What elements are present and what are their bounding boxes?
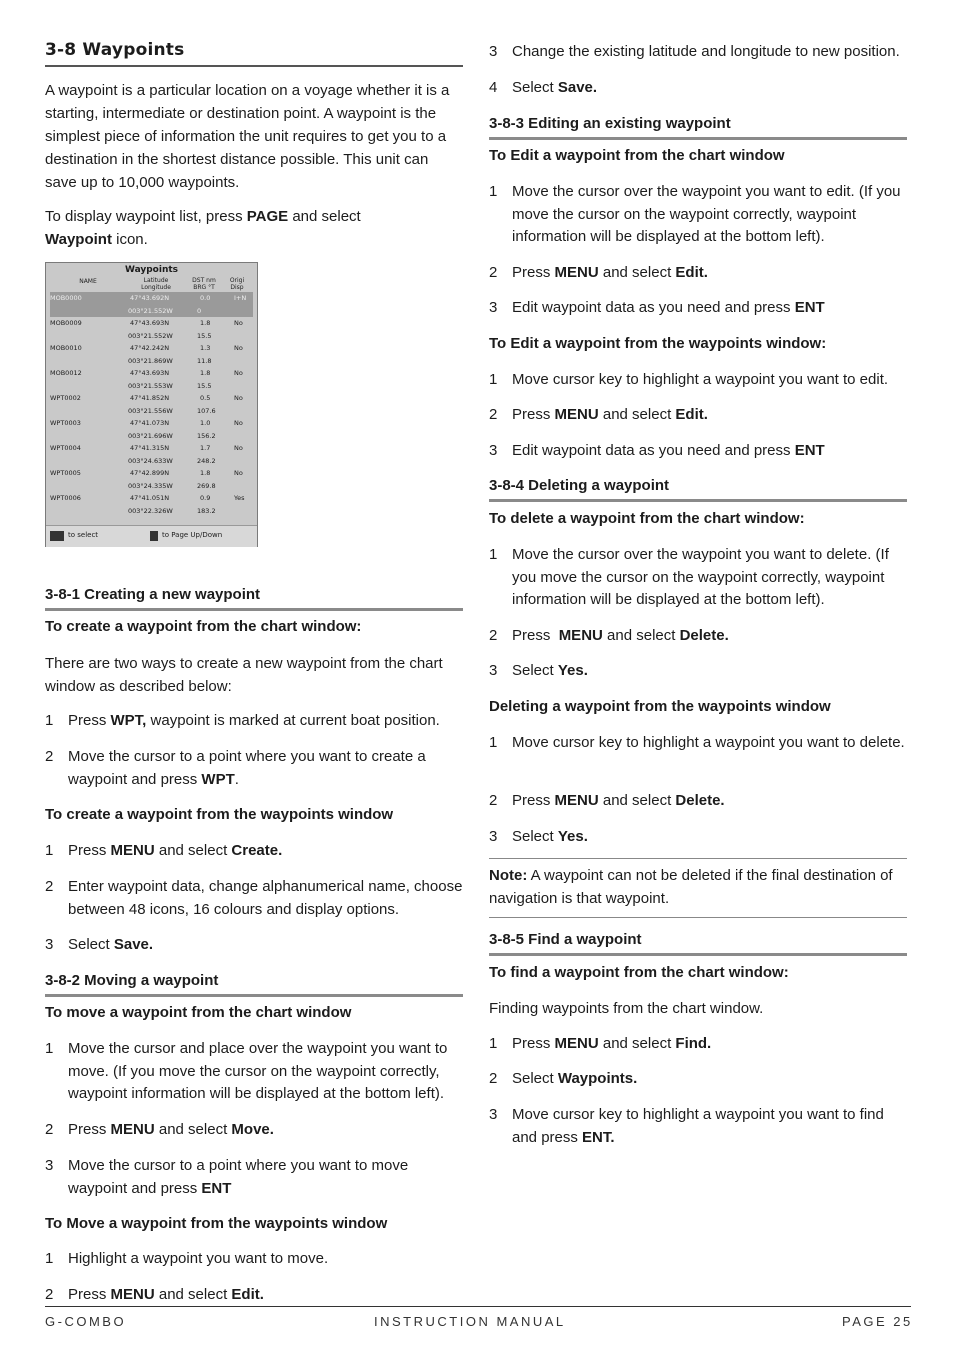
item-number: 2 [489,406,498,423]
s2-c3-key: ENT [201,1179,232,1197]
table-row [50,292,253,305]
item-number: 1 [489,183,498,200]
footer-product: G-COMBO [45,1314,127,1329]
wp-brg: 11.8 [197,356,212,365]
wp-lat: 47°43.693N [130,369,170,377]
wp-brg: 0 [197,306,202,315]
item-number: 3 [45,936,54,953]
wp-name: MOB0010 [50,344,82,352]
col-latlon [126,277,186,291]
s2-l2-mid: and select [154,1286,232,1303]
wp-disp: No [234,469,243,477]
section-3-8-5-title: 3-8-5 Find a waypoint [489,930,907,956]
section-3-8-1-title: 3-8-1 Creating a new waypoint [45,585,463,611]
s3-c2-pre: Press [512,264,555,281]
table-row [50,355,253,368]
item-number: 3 [489,299,498,316]
col-name: NAME [79,278,97,285]
s1-l1-key: MENU [110,842,155,859]
table-row [50,392,253,405]
s3-c3-key: ENT [794,299,825,316]
s4-c2-mid: and select [602,627,680,644]
wp-name: MOB0009 [50,319,82,327]
list-item [45,1119,463,1142]
table-row [50,317,253,330]
table-row [50,505,253,518]
table-row [50,492,253,505]
table-row [50,455,253,468]
s2-l1-text: Highlight a waypoint you want to move. [68,1250,329,1267]
item-number: 2 [45,1286,54,1303]
table-row [50,342,253,355]
list-item [45,1155,463,1200]
s1-l3-option: Save. [113,936,154,953]
s2-l2-key: MENU [110,1286,155,1303]
wp-lon: 003°21.696W [128,431,173,440]
list-item [489,369,907,392]
display-instruction [45,205,463,251]
list-item [489,732,907,755]
display-pre: To display waypoint list, press [45,208,247,225]
list-item [489,544,907,612]
s2-c2-pre: Press [68,1121,111,1138]
list-item [489,77,907,100]
item-number: 3 [489,442,498,459]
wp-dst: 0.9 [200,494,211,502]
section-3-8-2-title: 3-8-2 Moving a waypoint [45,971,463,997]
wp-lat: 47°42.242N [130,344,170,352]
item-number: 2 [489,264,498,281]
list-item [45,710,463,733]
table-row [50,305,253,318]
note-label: Note: [489,867,528,884]
list-item [489,1104,907,1149]
s2-l4-pre: Select [512,79,558,96]
wp-name: MOB0000 [50,294,82,302]
wp-brg: 183.2 [197,506,216,515]
s3-l2-mid: and select [598,406,676,423]
list-item [489,790,907,813]
wp-brg: 15.5 [197,331,212,340]
list-item [489,1033,907,1056]
wp-name: WPT0005 [50,469,81,477]
s4-c3-pre: Select [512,662,558,679]
s3-c2-key: MENU [554,264,599,281]
s2-chart-head: To move a waypoint from the chart window [45,1004,352,1021]
list-item [489,181,907,249]
s5-chart-head: To find a waypoint from the chart window: [489,964,789,981]
list-item [45,1038,463,1106]
list-item [489,826,907,849]
wp-brg: 269.8 [197,481,216,490]
col-dstbrg [184,277,224,291]
list-item [45,840,463,863]
s3-c2-mid: and select [598,264,676,281]
wp-disp: No [234,444,243,452]
item-number: 4 [489,79,498,96]
s3-l2-pre: Press [512,406,555,423]
wp-brg: 15.5 [197,381,212,390]
section-3-8-3-title: 3-8-3 Editing an existing waypoint [489,114,907,140]
s2-c2-mid: and select [154,1121,232,1138]
s5-c3-pre: Move cursor key to highlight a waypoint you want to find and press [512,1106,884,1146]
item-number: 3 [489,43,498,60]
item-number: 1 [489,371,498,388]
display-post: icon. [111,231,148,248]
item-number: 2 [45,748,54,765]
list-item [489,297,907,320]
list-item [489,1068,907,1091]
wp-name: WPT0006 [50,494,81,502]
wp-dst: 1.0 [200,419,211,427]
s3-c1-text: Move the cursor over the waypoint you want to edit. (If you move the cursor on the waypoint correctly, waypoint information will be displayed at the bottom left). [512,183,901,245]
wp-brg: 107.6 [197,406,216,415]
waypoints-screen-image [45,262,258,547]
footer-divider [45,1306,911,1307]
wp-disp: Yes [234,494,245,502]
s4-c3-option: Yes. [557,662,588,679]
col-disp: Disp [230,284,244,291]
s3-c2-option: Edit. [675,264,708,281]
wp-lon: 003°21.869W [128,356,173,365]
list-item [489,625,907,648]
s2-l2-option: Edit. [231,1286,264,1303]
s4-c2-key: MENU [558,627,603,644]
s3-l2-key: MENU [554,406,599,423]
waypoint-table [50,292,253,517]
note-box [489,858,907,918]
s1-chart-head: To create a waypoint from the chart window: [45,618,362,635]
wp-lat: 47°41.315N [130,444,170,452]
col-dst: DST nm [192,277,216,284]
list-item [45,876,463,921]
foot-left: to select [68,531,99,539]
s2-c3-pre: Move the cursor to a point where you want to move waypoint and press [68,1157,409,1197]
wp-name: WPT0003 [50,419,81,427]
wp-lat: 47°41.051N [130,494,170,502]
table-row [50,480,253,493]
wp-brg: 248.2 [197,456,216,465]
screen-footer [46,525,257,547]
s2-c2-key: MENU [110,1121,155,1138]
wp-dst: 1.8 [200,469,211,477]
wp-disp: No [234,394,243,402]
footer-page: PAGE 25 [842,1314,913,1329]
list-item [45,934,463,957]
col-lon: Longitude [141,284,171,291]
waypoint-icon-label: Waypoint [45,231,112,248]
wp-lon: 003°21.552W [128,306,173,315]
wp-lon: 003°21.553W [128,381,173,390]
s1-l3-pre: Select [68,936,114,953]
wp-lon: 003°24.335W [128,481,173,490]
wp-disp: I+N [234,294,247,302]
item-number: 1 [45,1250,54,1267]
s1-chart-intro: There are two ways to create a new waypoint from the chart window as described below: [45,655,443,695]
footer-manual: INSTRUCTION MANUAL [374,1314,566,1329]
foot-right: to Page Up/Down [162,531,223,539]
s2-l2-pre: Press [68,1286,111,1303]
wp-dst: 0.5 [200,394,211,402]
wp-disp: No [234,369,243,377]
wp-disp: No [234,344,243,352]
s5-c2-pre: Select [512,1070,558,1087]
col-lat: Latitude [143,277,169,284]
table-row [50,405,253,418]
wp-lon: 003°22.326W [128,506,173,515]
item-number: 1 [45,842,54,859]
s5-c1-option: Find. [675,1035,712,1052]
s5-c1-key: MENU [554,1035,599,1052]
wp-lon: 003°24.633W [128,456,173,465]
item-number: 3 [45,1157,54,1174]
item-number: 3 [489,1106,498,1123]
s3-l3-pre: Edit waypoint data as you need and press [512,442,795,459]
wp-name: WPT0004 [50,444,81,452]
s5-c2-option: Waypoints. [557,1070,638,1087]
item-number: 2 [489,627,498,644]
list-item [489,660,907,683]
item-number: 1 [489,1035,498,1052]
s3-l3-key: ENT [794,442,825,459]
wp-lon: 003°21.556W [128,406,173,415]
table-row [50,417,253,430]
s4-l2-option: Delete. [675,792,725,809]
item-number: 1 [489,734,498,751]
wp-lat: 47°43.693N [130,319,170,327]
col-origdisp [224,277,250,291]
page-key-icon [150,531,158,541]
list-item [45,1284,463,1307]
s4-c2-pre: Press [512,627,559,644]
s4-c1-text: Move the cursor over the waypoint you want to delete. (If you move the cursor on the waypoint correctly, waypoint information will be displayed at the bottom left). [512,546,889,608]
wp-lat: 47°43.692N [130,294,170,302]
wp-brg: 156.2 [197,431,216,440]
s5-intro: Finding waypoints from the chart window. [489,1000,764,1017]
wp-name: WPT0002 [50,394,81,402]
wp-dst: 1.8 [200,319,211,327]
s2-list-head: To Move a waypoint from the waypoints window [45,1215,388,1232]
wp-lon: 003°21.552W [128,331,173,340]
s4-l2-mid: and select [598,792,676,809]
display-mid: and select [288,208,361,225]
s4-l3-option: Yes. [557,828,588,845]
list-item [45,746,463,791]
intro-paragraph: A waypoint is a particular location on a voyage whether it is a starting, intermediate or destination point. A waypoint is the simplest piece of information the unit requires to get you to a destination in the shortest distance possible. This unit can save up to 10,000 waypoints. [45,82,450,191]
wp-name: MOB0012 [50,369,82,377]
s3-l1-text: Move cursor key to highlight a waypoint you want to edit. [512,371,889,388]
wp-disp: No [234,319,243,327]
s1-l1-mid: and select [154,842,232,859]
s3-chart-head: To Edit a waypoint from the chart window [489,147,785,164]
section-3-8-4-title: 3-8-4 Deleting a waypoint [489,476,907,502]
s1-c2-pre: Move the cursor to a point where you want to create a waypoint and press [68,748,426,788]
wp-dst: 1.3 [200,344,211,352]
list-item [489,262,907,285]
s1-c1-key: WPT, [110,712,147,729]
s4-l2-key: MENU [554,792,599,809]
screen-title: Waypoints [124,265,179,275]
s4-l2-pre: Press [512,792,555,809]
s2-l4-option: Save. [557,79,598,96]
wp-dst: 1.7 [200,444,211,452]
col-orig: Origi [229,277,245,284]
note-text: A waypoint can not be deleted if the final destination of navigation is that waypoint. [489,867,893,907]
table-row [50,442,253,455]
item-number: 1 [45,1040,54,1057]
page-key: PAGE [246,208,289,225]
list-item [489,440,907,463]
item-number: 2 [45,878,54,895]
list-item [489,41,907,64]
s1-list-head: To create a waypoint from the waypoints window [45,806,394,823]
col-brg: BRG °T [193,284,215,291]
s1-l1-pre: Press [68,842,111,859]
s4-l1-text: Move cursor key to highlight a waypoint you want to delete. [512,734,905,751]
s1-c1-post: waypoint is marked at current boat position. [146,712,440,729]
wp-dst: 0.0 [200,294,211,302]
s4-list-head: Deleting a waypoint from the waypoints window [489,698,831,715]
s4-chart-head: To delete a waypoint from the chart window: [489,510,805,527]
s3-l2-option: Edit. [675,406,708,423]
s2-c2-option: Move. [231,1121,274,1138]
s5-c1-pre: Press [512,1035,555,1052]
wp-dst: 1.8 [200,369,211,377]
wp-lat: 47°41.852N [130,394,170,402]
s5-c1-mid: and select [598,1035,676,1052]
item-number: 3 [489,662,498,679]
s3-c3-pre: Edit waypoint data as you need and press [512,299,795,316]
table-row [50,380,253,393]
s2-c1-text: Move the cursor and place over the waypoint you want to move. (If you move the cursor on the waypoint correctly, waypoint information will be displayed at the bottom left). [68,1040,448,1102]
list-item [489,404,907,427]
item-number: 2 [489,1070,498,1087]
table-row [50,330,253,343]
page-title: 3-8 Waypoints [45,40,463,67]
select-key-icon [50,531,64,541]
item-number: 3 [489,828,498,845]
s1-c2-post: . [234,770,239,788]
list-item [45,1248,463,1271]
s1-l1-option: Create. [231,842,283,859]
s1-l2-text: Enter waypoint data, change alphanumerical name, choose between 48 icons, 16 colours and display options. [68,878,463,918]
item-number: 2 [489,792,498,809]
table-row [50,467,253,480]
table-row [50,367,253,380]
item-number: 1 [489,546,498,563]
s2-l3-text: Change the existing latitude and longitude to new position. [512,43,900,60]
wp-lat: 47°42.899N [130,469,170,477]
item-number: 2 [45,1121,54,1138]
s1-c1-pre: Press [68,712,111,729]
s1-c2-key: WPT [201,770,235,788]
wp-lat: 47°41.073N [130,419,170,427]
s4-c2-option: Delete. [679,627,729,644]
wp-disp: No [234,419,243,427]
s5-c3-key: ENT. [582,1128,615,1146]
table-row [50,430,253,443]
s4-l3-pre: Select [512,828,558,845]
s3-list-head: To Edit a waypoint from the waypoints window: [489,335,827,352]
item-number: 1 [45,712,54,729]
